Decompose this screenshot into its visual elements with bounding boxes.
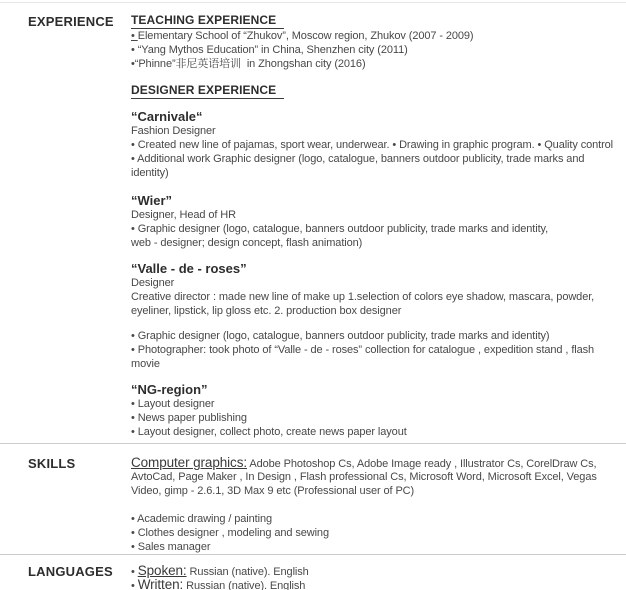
text-line [131, 57, 626, 71]
text-run: • Sales manager [131, 541, 211, 553]
subsection-heading [131, 84, 626, 99]
section-label: EXPERIENCE [28, 14, 114, 29]
text-run: • “Yang Mythos Education” in China, Shenzhen city (2011) [131, 44, 408, 56]
text-run: Designer, Head of HR [131, 209, 236, 221]
text-line [131, 540, 626, 554]
spacer [131, 498, 626, 512]
company-name [131, 193, 626, 208]
text-line [131, 397, 626, 411]
subsection-heading [131, 14, 626, 29]
text-run: Video, gimp - 2.6.1, 3D Max 9 etc (Professional user of PC) [131, 485, 415, 497]
text-line [131, 578, 626, 590]
text-run: • Academic drawing / painting [131, 513, 272, 525]
text-line [131, 152, 626, 166]
text-line [131, 208, 626, 222]
company-name [131, 382, 626, 397]
text-run: • Layout designer, collect photo, create news paper layout [131, 426, 407, 438]
text-line [131, 456, 626, 470]
text-run: Adobe Photoshop Cs, Adobe Image ready , Illustrator Cs, CorelDraw Cs, [247, 458, 597, 470]
text-run: • Graphic designer (logo, catalogue, banners outdoor publicity, trade marks and identity, [131, 223, 549, 235]
text-line [131, 166, 626, 180]
text-run: Creative director : made new line of make up 1.selection of colors eye shadow, mascara, powder, [131, 291, 595, 303]
text-run: Designer [131, 277, 175, 289]
text-run: • Layout designer [131, 398, 215, 410]
text-run: “Valle - de - roses” [131, 261, 247, 276]
text-line [131, 329, 626, 343]
text-line [131, 29, 626, 43]
section-content [131, 456, 626, 554]
text-line [131, 411, 626, 425]
text-run: •“Phinne”非尼英语培训 in Zhongshan city (2016) [131, 58, 366, 70]
text-run: DESIGNER EXPERIENCE [131, 84, 284, 99]
document-body [0, 3, 626, 590]
text-line [131, 236, 626, 250]
section-skills [0, 444, 626, 554]
text-run: “Carnivale“ [131, 109, 203, 124]
text-run: TEACHING EXPERIENCE [131, 14, 284, 29]
text-run: Russian (native). English [183, 580, 306, 590]
text-line [131, 484, 626, 498]
text-run: • News paper publishing [131, 412, 247, 424]
section-label: SKILLS [28, 456, 76, 471]
text-run: Computer graphics: [131, 455, 248, 470]
spacer [131, 180, 626, 193]
text-run: • [131, 566, 138, 578]
text-line [131, 43, 626, 57]
text-run: Russian (native). English [186, 566, 309, 578]
text-line [131, 304, 626, 318]
text-line [131, 512, 626, 526]
company-name [131, 261, 626, 276]
text-line [131, 564, 626, 578]
section-experience [0, 3, 626, 443]
text-run: • Graphic designer (logo, catalogue, banners outdoor publicity, trade marks and identity) [131, 330, 550, 342]
text-run: “Wier” [131, 193, 173, 208]
text-run: eyeliner, lipstick, lip gloss etc. 2. production box designer [131, 305, 402, 317]
text-run: web - designer; design concept, flash animation) [131, 237, 363, 249]
text-line [131, 290, 626, 304]
text-line [131, 222, 626, 236]
text-line [131, 343, 626, 357]
section-content [131, 14, 626, 439]
text-run: • [131, 580, 138, 590]
text-run: • Photographer: took photo of “Valle - de - roses” collection for catalogue , expedition stand , flash [131, 344, 595, 356]
spacer [131, 318, 626, 329]
text-line [131, 138, 626, 152]
text-run: • [131, 30, 138, 42]
text-run: identity) [131, 167, 169, 179]
text-run: Fashion Designer [131, 125, 216, 137]
text-line [131, 425, 626, 439]
text-run: Elementary School of “Zhukov”, Moscow region, Zhukov (2007 - 2009) [137, 30, 474, 42]
text-line [131, 526, 626, 540]
text-run: • Clothes designer , modeling and sewing [131, 527, 329, 539]
spacer [131, 250, 626, 261]
text-run: • Created new line of pajamas, sport wear, underwear. • Drawing in graphic program. • Quality control [131, 139, 614, 151]
section-content [131, 564, 626, 590]
company-name [131, 109, 626, 124]
text-run: Written: [137, 577, 184, 590]
text-line [131, 357, 626, 371]
text-run: • Additional work Graphic designer (logo, catalogue, banners outdoor publicity, trade marks and [131, 153, 585, 165]
section-languages [0, 555, 626, 590]
text-run: “NG-region” [131, 382, 208, 397]
spacer [131, 371, 626, 382]
text-run: Spoken: [137, 563, 187, 578]
text-run: AvtoCad, Page Maker , In Design , Flash professional Cs, Microsoft Word, Microsoft Excel, Vegas [131, 471, 597, 483]
text-run: movie [131, 358, 160, 370]
text-line [131, 470, 626, 484]
spacer [131, 99, 626, 109]
text-line [131, 124, 626, 138]
section-label: LANGUAGES [28, 564, 113, 579]
text-line [131, 276, 626, 290]
